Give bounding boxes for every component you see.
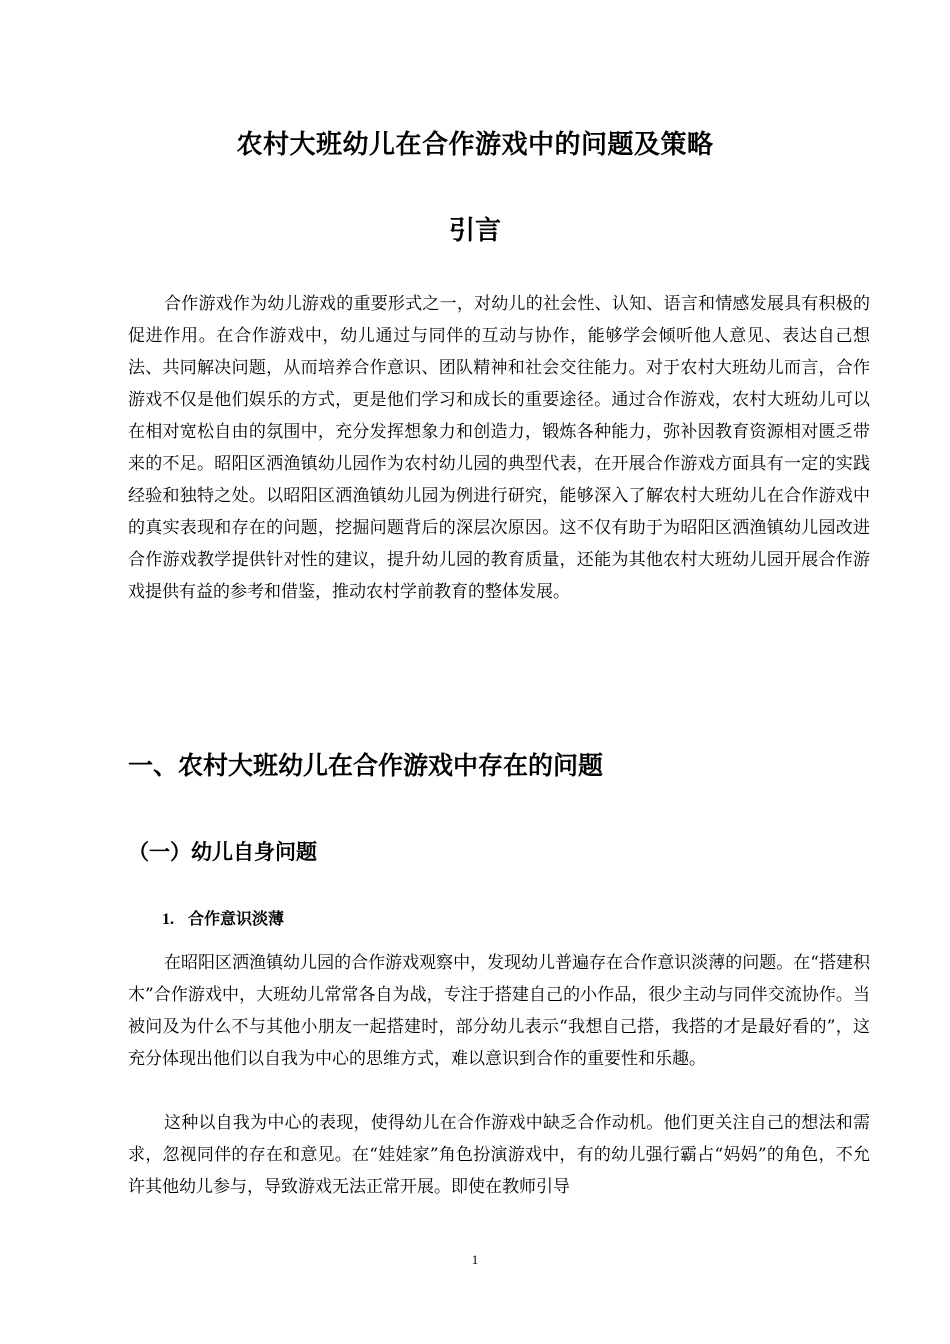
item-heading (162, 906, 284, 929)
intro-heading: 引言 (448, 216, 501, 246)
item-number: 1. (162, 911, 174, 928)
document-title: 农村大班幼儿在合作游戏中的问题及策略 (236, 130, 714, 160)
body-paragraph: 这种以自我为中心的表现，使得幼儿在合作游戏中缺乏合作动机。他们更关注自己的想法和需求，忽视同伴的存在和意见。在“娃娃家”角色扮演游戏中，有的幼儿强行霸占“妈妈”的角色，不允许其他幼儿参与，导致游戏无法正常开展。即使在教师引导 (128, 1113, 870, 1197)
section-heading: 一、农村大班幼儿在合作游戏中存在的问题 (128, 751, 604, 780)
body-paragraph: 在昭阳区洒渔镇幼儿园的合作游戏观察中，发现幼儿普遍存在合作意识淡薄的问题。在“搭建积木”合作游戏中，大班幼儿常常各自为战，专注于搭建自己的小作品，很少主动与同伴交流协作。当被问及为什么不与其他小朋友一起搭建时，部分幼儿表示“我想自己搭，我搭的才是最好看的”，这充分体现出他们以自我为中心的思维方式，难以意识到合作的重要性和乐趣。 (128, 953, 870, 1069)
item-heading-text: 合作意识淡薄 (188, 909, 285, 928)
page-number: 1 (471, 1252, 479, 1267)
intro-paragraph: 合作游戏作为幼儿游戏的重要形式之一，对幼儿的社会性、认知、语言和情感发展具有积极的促进作用。在合作游戏中，幼儿通过与同伴的互动与协作，能够学会倾听他人意见、表达自己想法、共同解决问题，从而培养合作意识、团队精神和社会交往能力。对于农村大班幼儿而言，合作游戏不仅是他们娱乐的方式，更是他们学习和成长的重要途径。通过合作游戏，农村大班幼儿可以在相对宽松自由的氛围中，充分发挥想象力和创造力，锻炼各种能力，弥补因教育资源相对匮乏带来的不足。昭阳区洒渔镇幼儿园作为农村幼儿园的典型代表，在开展合作游戏方面具有一定的实践经验和独特之处。以昭阳区洒渔镇幼儿园为例进行研究，能够深入了解农村大班幼儿在合作游戏中的真实表现和存在的问题，挖掘问题背后的深层次原因。这不仅有助于为昭阳区洒渔镇幼儿园改进合作游戏教学提供针对性的建议，提升幼儿园的教育质量，还能为其他农村大班幼儿园开展合作游戏提供有益的参考和借鉴，推动农村学前教育的整体发展。 (128, 294, 870, 602)
subsection-heading: （一）幼儿自身问题 (128, 840, 317, 864)
